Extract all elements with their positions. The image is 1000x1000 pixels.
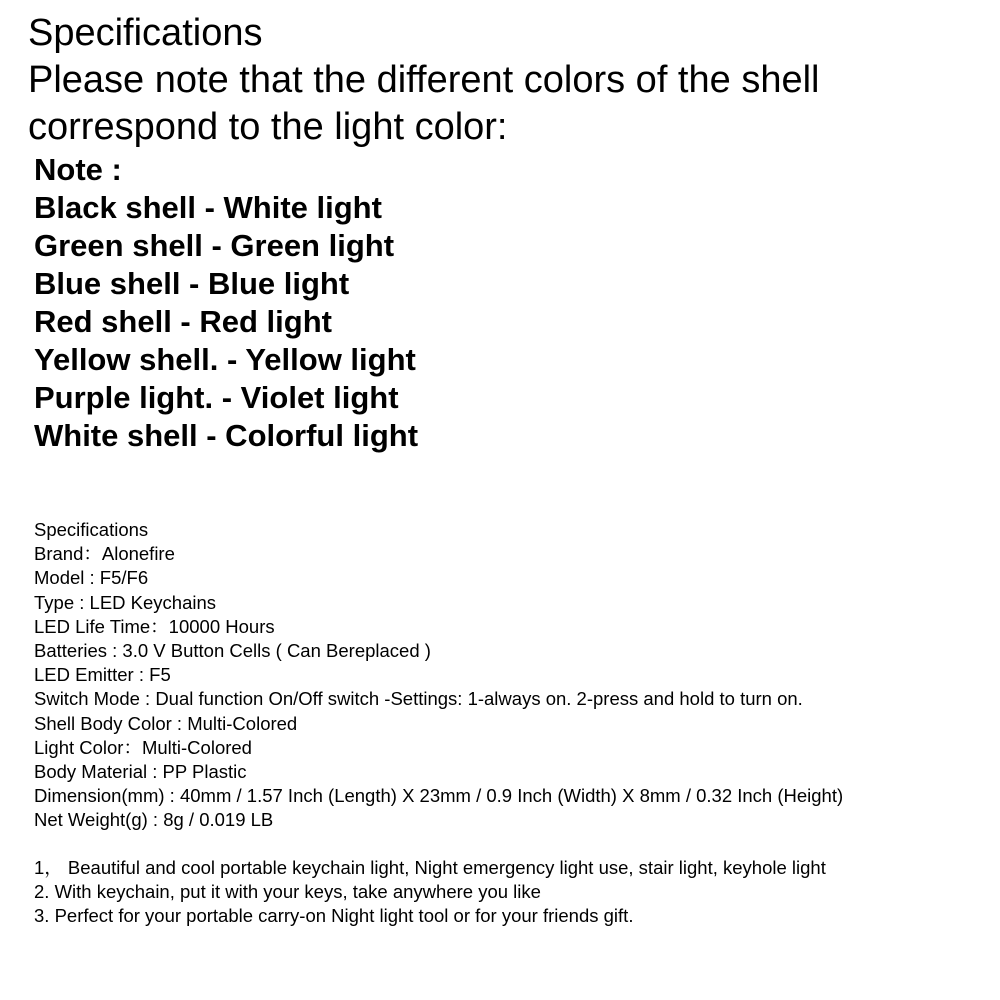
spec-led-life-time: LED Life Time：10000 Hours: [34, 615, 275, 637]
note-item-black: Black shell - White light: [34, 190, 382, 225]
note-item-green: Green shell - Green light: [34, 228, 395, 263]
spec-shell-body-color: Shell Body Color : Multi-Colored: [34, 712, 298, 734]
spec-batteries: Batteries : 3.0 V Button Cells ( Can Bereplaced ): [34, 640, 431, 662]
spec-model: Model : F5/F6: [34, 567, 149, 589]
feature-list: [34, 856, 994, 928]
note-item-yellow: Yellow shell. - Yellow light: [34, 342, 416, 377]
spec-dimension: Dimension(mm) : 40mm / 1.57 Inch (Length) X 23mm / 0.9 Inch (Width) X 8mm / 0.32 Inch (Height): [34, 785, 844, 807]
feature-item-3: 3. Perfect for your portable carry-on Night light tool or for your friends gift.: [34, 905, 634, 926]
spec-net-weight: Net Weight(g) : 8g / 0.019 LB: [34, 809, 274, 831]
specs-title: Specifications: [34, 519, 149, 540]
spec-led-emitter: LED Emitter : F5: [34, 664, 171, 686]
feature-item-2: 2. With keychain, put it with your keys, take anywhere you like: [34, 881, 541, 902]
note-item-white: White shell - Colorful light: [34, 418, 419, 453]
spec-switch-mode: Switch Mode : Dual function On/Off switch -Settings: 1-always on. 2-press and hold to turn on.: [34, 688, 803, 710]
feature-item-1: 1， Beautiful and cool portable keychain light, Night emergency light use, stair light, keyhole light: [34, 857, 826, 878]
note-item-blue: Blue shell - Blue light: [34, 266, 350, 301]
color-note-list: [34, 151, 974, 455]
spec-brand: Brand：Alonefire: [34, 543, 175, 565]
note-label: Note :: [34, 152, 122, 187]
spec-type: Type : LED Keychains: [34, 591, 217, 613]
spec-body-material: Body Material : PP Plastic: [34, 761, 247, 783]
heading-title: Specifications: [28, 12, 263, 54]
note-item-red: Red shell - Red light: [34, 304, 332, 339]
heading-note-line-1: Please note that the different colors of the shell: [28, 59, 820, 101]
page-heading: [28, 10, 988, 151]
heading-note-line-2: correspond to the light color:: [28, 106, 508, 148]
spec-light-color: Light Color：Multi-Colored: [34, 736, 252, 758]
specifications-list: [34, 518, 994, 833]
note-item-purple: Purple light. - Violet light: [34, 380, 399, 415]
